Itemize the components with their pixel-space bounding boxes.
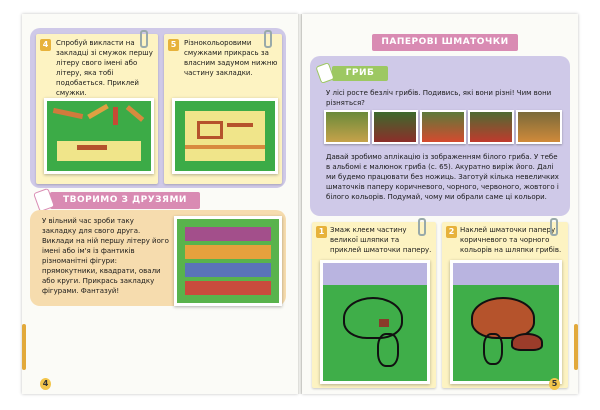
description-text: Давай зробимо аплікацію із зображенням білого гриба. У тебе в альбомі є малюнок гриба (с. 65). Акуратно виріж його. Далі ми будемо працювати без ножиць. Заготуй кілька невеличких шматочків паперу коричневого, чорного, червоного, жовтого і білого кольорів. Подумай, чому ми обрали саме ці кольори. [326, 153, 559, 201]
step2-text: Наклей шматочки паперу коричневого та чорного кольорів на шляпки грибів. [460, 226, 562, 254]
task4-number: 4 [40, 39, 51, 51]
mushroom-photo-3 [420, 110, 466, 144]
task4-text: Спробуй викласти на закладці зі смужок першу літеру свого імені або літеру, яка тобі подобається. Приклей смужки. [56, 39, 153, 97]
task5-photo [172, 98, 278, 174]
strip-piece [53, 108, 83, 119]
step2-number: 2 [446, 226, 457, 238]
mushroom-photo-4 [468, 110, 514, 144]
mushroom-photo-2 [372, 110, 418, 144]
mushroom-stem-outline [483, 333, 503, 365]
mushroom-cap-outline [343, 297, 403, 339]
mushroom-photo-1 [324, 110, 370, 144]
page-tag [574, 324, 578, 370]
step2-card [442, 222, 568, 388]
step1-number: 1 [316, 226, 327, 238]
right-page [302, 14, 578, 394]
bookmark-sample [185, 245, 271, 259]
task5-card [164, 34, 282, 184]
step1-photo [320, 260, 430, 384]
strip-piece [77, 145, 107, 150]
strip-piece [227, 123, 253, 127]
bookmark-sample [185, 281, 271, 295]
page-title: ПАПЕРОВІ ШМАТОЧКИ [372, 34, 518, 51]
page-number-left: 4 [40, 378, 51, 390]
strip-piece [113, 107, 118, 125]
intro-text: У лісі росте безліч грибів. Подивись, які вони різні! Чим вони різняться? [326, 89, 552, 107]
left-page [22, 14, 298, 394]
mushroom-stem-outline [377, 333, 399, 367]
friends-text: У вільний час зроби таку закладку для свого друга. Виклади на ній першу літеру його імені або ім'я із фантиків різноманітні фігури: прямокутники, квадрати, овали або круги. Прикрась закладку фігурами. Фантазуй! [42, 217, 169, 295]
step2-photo [450, 260, 562, 384]
section-title: ГРИБ [332, 66, 388, 81]
sky-area [323, 263, 427, 285]
step1-text: Змаж клеєм частину великої шляпки та приклей шматочки паперу. [330, 226, 432, 254]
friends-section-title: ТВОРИМО З ДРУЗЯМИ [50, 192, 200, 209]
bookmark-sample [185, 263, 271, 277]
friends-photo [174, 216, 282, 306]
bookmark-sample [185, 227, 271, 241]
task5-text: Різнокольоровими смужками прикрась за власним задумом нижню частину закладки. [184, 39, 278, 77]
mushroom-small-cap [511, 333, 543, 351]
task5-number: 5 [168, 39, 179, 51]
task4-card [36, 34, 158, 184]
glue-patch [379, 319, 389, 327]
step1-card [312, 222, 436, 388]
sky-area [453, 263, 559, 285]
strip-piece [197, 121, 223, 139]
mushroom-photo-5 [516, 110, 562, 144]
page-number-right: 5 [549, 378, 560, 390]
strip-piece [126, 105, 145, 122]
page-tag [22, 324, 26, 370]
bookmark-base [57, 141, 141, 161]
strip-piece [87, 104, 109, 119]
task4-photo [44, 98, 154, 174]
strip-piece [185, 145, 265, 149]
